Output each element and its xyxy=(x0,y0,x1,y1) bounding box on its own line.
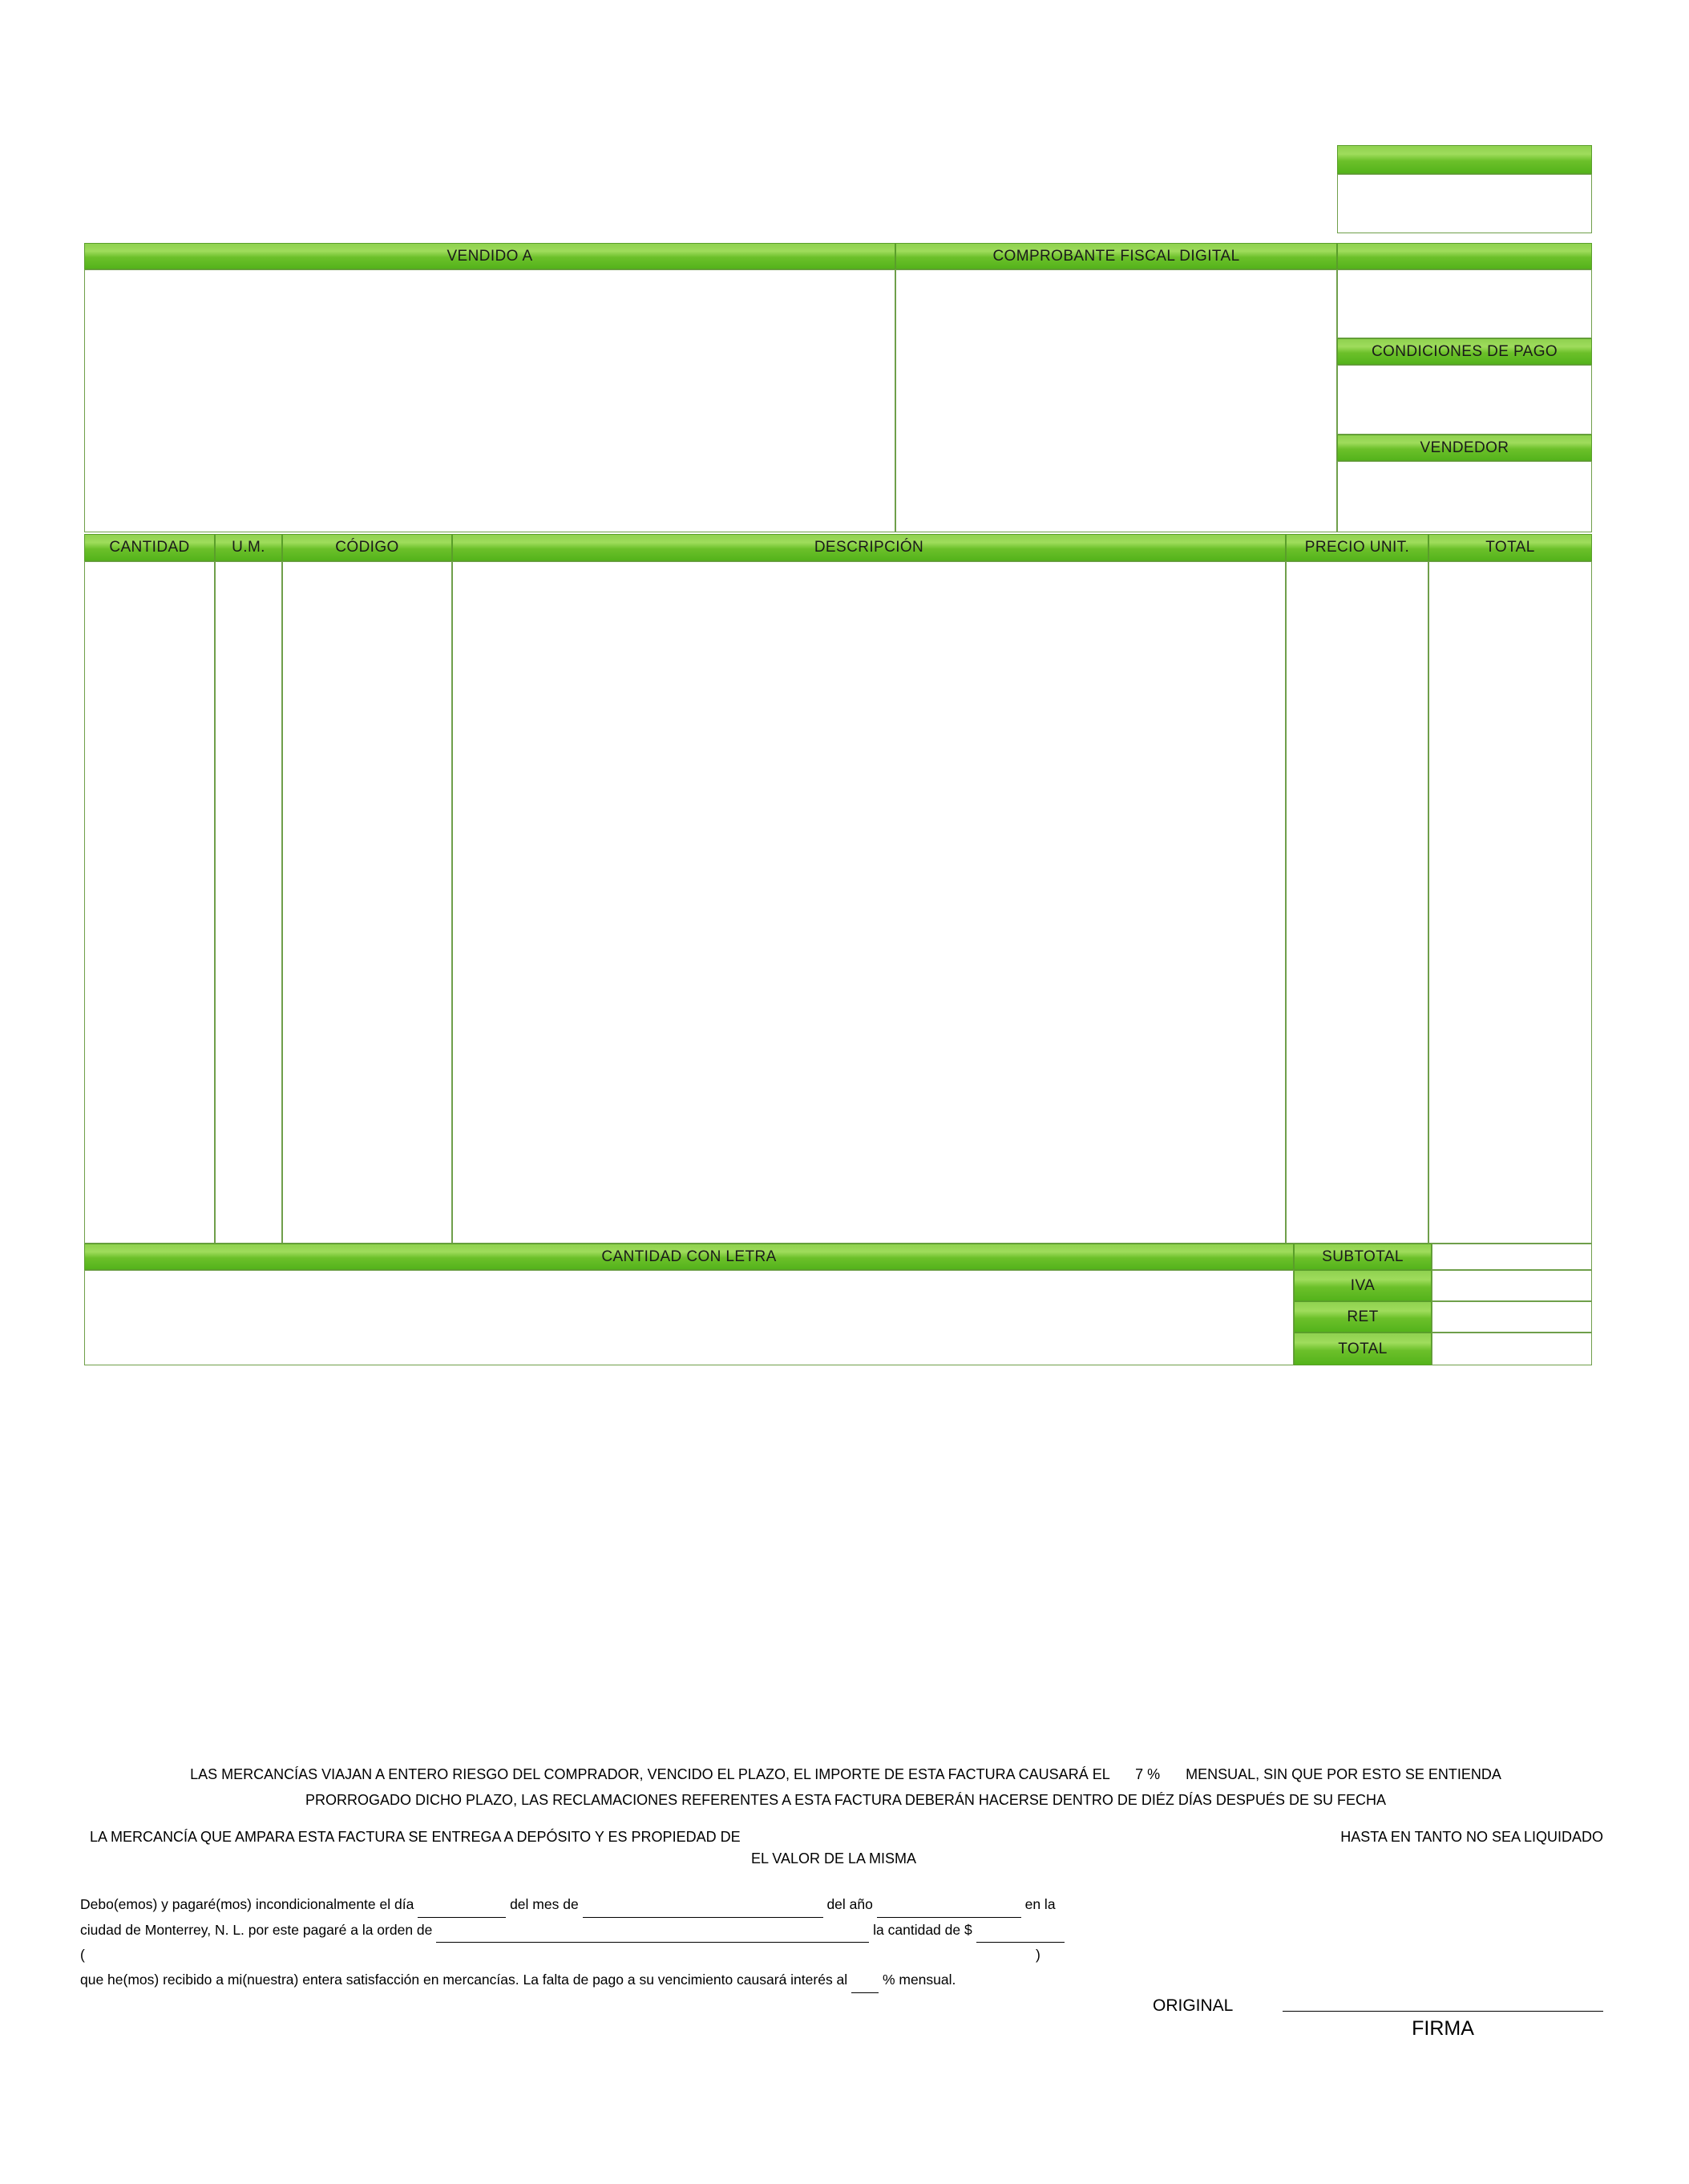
deposit-line-left xyxy=(90,1826,931,1847)
sold-to-header xyxy=(84,243,895,269)
promissory-paren-close: ) xyxy=(1036,1947,1040,1964)
totals-value-iva[interactable] xyxy=(1432,1270,1592,1301)
totals-label-total-text: TOTAL xyxy=(1338,1340,1388,1357)
fiscal-body[interactable] xyxy=(895,269,1337,532)
payment-conditions-header xyxy=(1337,338,1592,365)
totals-value-subtotal-text xyxy=(1432,1244,1599,1269)
payment-conditions-body[interactable] xyxy=(1337,365,1592,435)
fiscal-value xyxy=(896,270,1336,532)
promissory-l1d: en la xyxy=(1024,1896,1056,1912)
promissory-line-4 xyxy=(80,1968,1283,1993)
totals-value-ret[interactable] xyxy=(1432,1301,1592,1333)
items-cell-cantidad[interactable] xyxy=(84,561,215,1244)
items-cell-descripcion[interactable] xyxy=(452,561,1286,1244)
column-header-total xyxy=(1428,534,1592,561)
totals-label-ret xyxy=(1294,1301,1432,1333)
column-header-codigo xyxy=(282,534,452,561)
promissory-interest-field[interactable] xyxy=(851,1968,879,1993)
column-header-descripcion xyxy=(452,534,1286,561)
promissory-l4a: que he(mos) recib xyxy=(80,1971,194,1988)
promissory-day-field[interactable] xyxy=(418,1892,506,1918)
column-header-descripcion-label: DESCRIPCIÓN xyxy=(814,539,924,556)
top-right-value-box[interactable] xyxy=(1337,174,1592,233)
column-header-precio-unit xyxy=(1286,534,1428,561)
promissory-payee-field[interactable] xyxy=(436,1918,869,1943)
column-header-precio-unit-label: PRECIO UNIT. xyxy=(1304,539,1410,556)
totals-value-total-text xyxy=(1432,1333,1599,1365)
terms-line-1-text: LAS MERCANCÍAS VIAJAN A ENTERO RIESGO DEL COMPRADOR, VENCIDO EL PLAZO, EL IMPORTE DE ESTA FACTURA CAUSARÁ EL xyxy=(190,1766,1110,1782)
signature-line xyxy=(1283,2011,1603,2012)
promissory-amount-field[interactable] xyxy=(976,1918,1065,1943)
top-right-header-strip xyxy=(1337,243,1592,269)
seller-label: VENDEDOR xyxy=(1420,439,1509,456)
totals-label-total xyxy=(1294,1333,1432,1365)
totals-label-iva xyxy=(1294,1270,1432,1301)
signature-label xyxy=(1283,2017,1603,2040)
promissory-note xyxy=(80,1892,1283,1993)
terms-line-1b-text: MENSUAL, SIN QUE POR ESTO SE ENTIENDA xyxy=(1186,1766,1501,1782)
items-cell-precio-unit[interactable] xyxy=(1286,561,1428,1244)
signature-label-text: FIRMA xyxy=(1412,2017,1474,2040)
column-header-codigo-label: CÓDIGO xyxy=(335,539,399,556)
totals-value-total[interactable] xyxy=(1432,1333,1592,1365)
promissory-line-3 xyxy=(80,1943,1283,1968)
promissory-year-field[interactable] xyxy=(877,1892,1021,1918)
promissory-l1b: del mes de xyxy=(510,1896,579,1912)
terms-line-2-text: PRORROGADO DICHO PLAZO, LAS RECLAMACIONES REFERENTES A ESTA FACTURA DEBERÁN HACERSE DENTRO DE DIÉZ DÍAS DESPUÉS DE SU FECHA xyxy=(305,1792,1386,1808)
seller-body[interactable] xyxy=(1337,461,1592,532)
deposit-line-center-text: EL VALOR DE LA MISMA xyxy=(750,1850,917,1867)
column-header-cantidad-label: CANTIDAD xyxy=(109,539,190,556)
fiscal-header xyxy=(895,243,1337,269)
promissory-l1c: del año xyxy=(826,1896,873,1912)
column-header-um-label: U.M. xyxy=(232,539,265,556)
seller-value xyxy=(1338,462,1591,532)
amount-in-words-value xyxy=(85,1271,1303,1365)
sold-to-value xyxy=(85,270,895,532)
copy-label-text: ORIGINAL xyxy=(1153,1996,1234,2015)
promissory-line-1 xyxy=(80,1892,1283,1918)
promissory-l4b: ido a mi(nuestra) entera satisfacción en mercancías. La falta de pago a su vencimiento causará interés al xyxy=(193,1971,848,1988)
deposit-line-left-text: LA MERCANCÍA QUE AMPARA ESTA FACTURA SE ENTREGA A DEPÓSITO Y ES PROPIEDAD DE xyxy=(90,1829,741,1845)
totals-value-iva-text xyxy=(1432,1271,1599,1300)
promissory-line-2 xyxy=(80,1918,1283,1943)
deposit-line-right-text: HASTA EN TANTO NO SEA LIQUIDADO xyxy=(1340,1829,1603,1845)
seller-header xyxy=(1337,435,1592,461)
column-header-cantidad xyxy=(84,534,215,561)
promissory-l4c: % mensual xyxy=(882,1971,952,1988)
items-cell-codigo[interactable] xyxy=(282,561,452,1244)
sold-to-body[interactable] xyxy=(84,269,895,532)
amount-in-words-header xyxy=(84,1244,1294,1270)
top-right-green-bar xyxy=(1337,145,1592,174)
promissory-l2a: ciudad de Monterrey, N. L. por este pagaré a la orden de xyxy=(80,1921,433,1938)
totals-value-ret-text xyxy=(1432,1302,1599,1332)
promissory-l2b: la cantidad de $ xyxy=(873,1921,972,1938)
totals-label-subtotal xyxy=(1294,1244,1432,1270)
deposit-line-center xyxy=(609,1848,1058,1869)
payment-conditions-label: CONDICIONES DE PAGO xyxy=(1371,342,1558,360)
items-cell-total[interactable] xyxy=(1428,561,1592,1244)
column-header-total-label: TOTAL xyxy=(1485,539,1535,556)
right-blank-box[interactable] xyxy=(1337,269,1592,338)
terms-line-1 xyxy=(120,1764,1571,1785)
totals-label-iva-text: IVA xyxy=(1350,1276,1376,1294)
deposit-line-right xyxy=(1275,1826,1603,1847)
promissory-l4d: . xyxy=(952,1971,956,1988)
top-right-value xyxy=(1338,175,1591,233)
items-cell-um[interactable] xyxy=(215,561,282,1244)
totals-value-subtotal[interactable] xyxy=(1432,1244,1592,1270)
terms-rate: 7 % xyxy=(1135,1766,1161,1782)
column-header-um xyxy=(215,534,282,561)
totals-label-ret-text: RET xyxy=(1347,1308,1379,1325)
promissory-paren-open: ( xyxy=(80,1947,85,1964)
amount-in-words-body[interactable] xyxy=(84,1270,1294,1365)
promissory-month-field[interactable] xyxy=(583,1892,823,1918)
amount-in-words-label: CANTIDAD CON LETRA xyxy=(601,1248,777,1265)
promissory-l1a: Debo(emos) y pagaré(mos) incondicionalmente el día xyxy=(80,1896,414,1912)
copy-label xyxy=(1153,1996,1233,2016)
fiscal-label: COMPROBANTE FISCAL DIGITAL xyxy=(992,247,1240,265)
totals-label-subtotal-text: SUBTOTAL xyxy=(1322,1248,1404,1265)
terms-line-2 xyxy=(120,1790,1571,1810)
payment-conditions-value xyxy=(1338,366,1591,434)
sold-to-label: VENDIDO A xyxy=(446,247,533,265)
